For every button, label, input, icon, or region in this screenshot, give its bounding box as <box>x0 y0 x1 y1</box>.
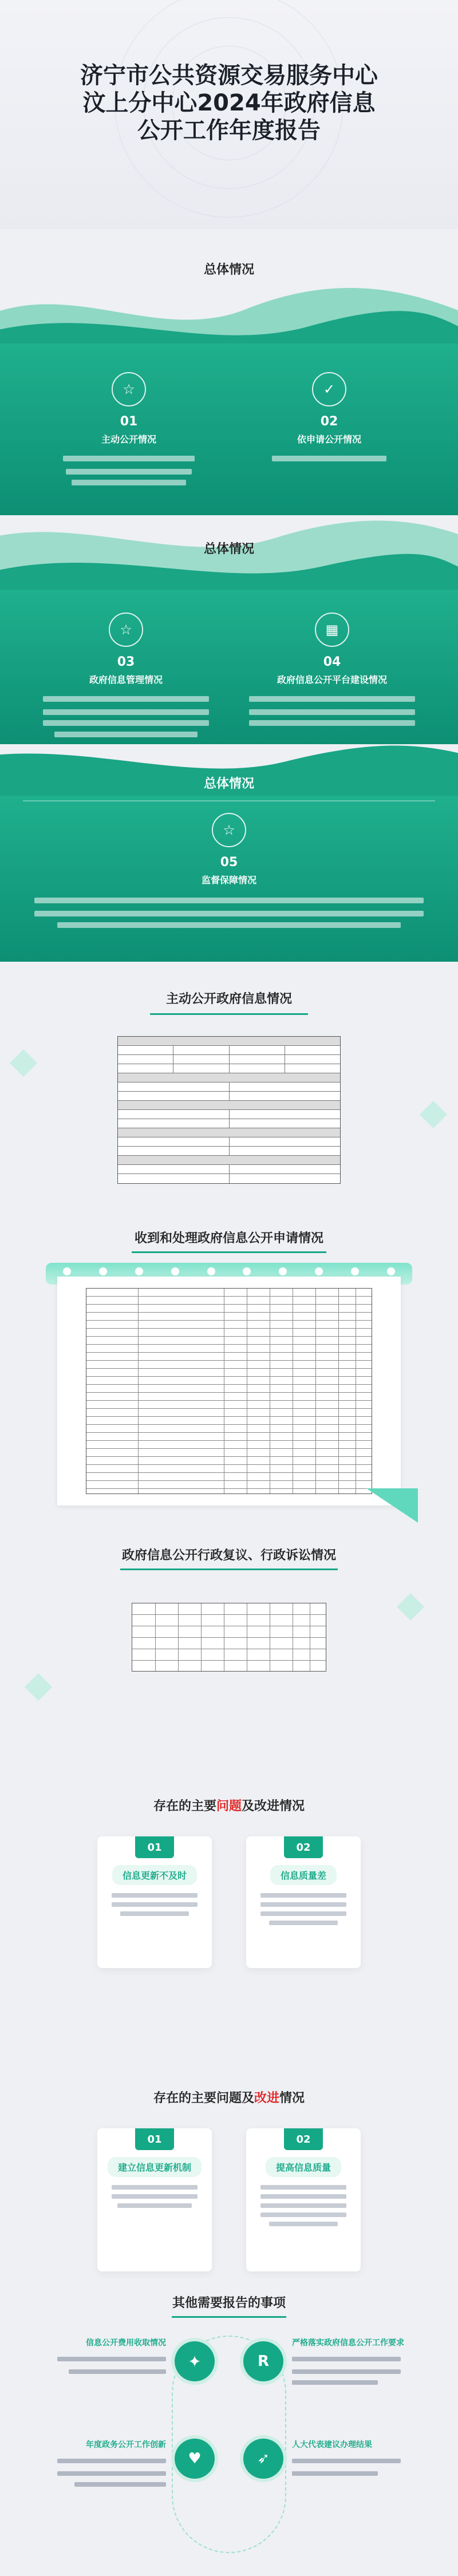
card-label: 监督保障情况 <box>201 875 256 886</box>
card-number: 04 <box>323 655 341 669</box>
improvements-section <box>0 2061 458 2324</box>
improvements-heading: 存在的主要问题及改进情况 <box>153 2091 305 2105</box>
active-disclosure-heading: 主动公开政府信息情况 <box>165 992 292 1006</box>
hand-heart-icon: ♥ <box>175 2439 215 2479</box>
card-label: 政府信息公开平台建设情况 <box>277 674 387 685</box>
other-item-3 <box>52 2439 166 2487</box>
card-number: 05 <box>220 855 238 870</box>
r-badge-icon: R <box>243 2341 283 2381</box>
improvement-card-1 <box>97 2128 212 2271</box>
other-item-title: 人大代表建议办理结果 <box>292 2440 372 2449</box>
review-section <box>0 1534 458 1763</box>
card-label: 政府信息管理情况 <box>89 674 163 685</box>
requests-heading: 收到和处理政府信息公开申请情况 <box>134 1231 323 1246</box>
star-icon: ☆ <box>112 372 146 406</box>
improvement-card-2 <box>246 2128 361 2271</box>
other-item-1 <box>52 2337 166 2374</box>
other-item-title: 严格落实政府信息公开工作要求 <box>292 2338 404 2348</box>
overview-section-2 <box>0 515 458 756</box>
requests-section <box>0 1214 458 1534</box>
star-icon: ☆ <box>212 813 246 847</box>
problem-title: 信息更新不及时 <box>112 1865 197 1885</box>
overview-heading: 总体情况 <box>203 263 254 277</box>
card-label: 主动公开情况 <box>101 434 156 445</box>
problems-section <box>0 1763 458 2061</box>
hero-title-line-3: 公开工作年度报告 <box>137 117 321 144</box>
problem-card-1 <box>97 1836 212 1968</box>
review-heading: 政府信息公开行政复议、行政诉讼情况 <box>121 1548 336 1563</box>
hero-title-line-2: 汶上分中心2024年政府信息 <box>82 90 376 116</box>
overview-section-1 <box>0 229 458 527</box>
problem-card-2 <box>246 1836 361 1968</box>
problem-number: 02 <box>284 1836 323 1858</box>
other-item-title: 年度政务公开工作创新 <box>86 2440 166 2449</box>
lightbulb-icon: ✦ <box>175 2341 215 2381</box>
active-disclosure-table <box>117 1036 341 1184</box>
other-matters-heading: 其他需要报告的事项 <box>172 2296 286 2310</box>
hero-banner <box>0 0 458 229</box>
card-number: 03 <box>117 655 135 669</box>
improvement-number: 02 <box>284 2128 323 2150</box>
overview-heading: 总体情况 <box>203 777 254 791</box>
problem-title: 信息质量差 <box>270 1865 337 1885</box>
other-matters-section <box>0 2290 458 2576</box>
hero-title-line-1: 济宁市公共资源交易服务中心 <box>80 62 378 89</box>
review-table <box>132 1603 326 1672</box>
check-calendar-icon: ✓ <box>312 372 346 406</box>
overview-card-1 <box>57 372 200 485</box>
star-icon: ☆ <box>109 613 143 647</box>
other-item-2 <box>292 2337 406 2385</box>
problem-number: 01 <box>135 1836 174 1858</box>
improvements-heading-highlight: 改进 <box>254 2091 279 2105</box>
improvement-title: 建立信息更新机制 <box>108 2157 202 2177</box>
other-item-title: 信息公开费用收取情况 <box>86 2338 166 2348</box>
card-label: 依申请公开情况 <box>297 434 361 445</box>
overview-heading: 总体情况 <box>203 542 254 556</box>
overview-card-5 <box>34 813 424 928</box>
improvement-title: 提高信息质量 <box>266 2157 341 2177</box>
overview-section-3 <box>0 744 458 973</box>
overview-card-4 <box>246 613 418 726</box>
card-number: 02 <box>320 414 338 429</box>
requests-table <box>86 1288 372 1494</box>
problems-heading-highlight: 问题 <box>216 1799 242 1814</box>
rocket-icon: ➶ <box>243 2439 283 2479</box>
other-item-4 <box>292 2439 406 2476</box>
card-number: 01 <box>120 414 138 429</box>
calendar-icon: ▦ <box>315 613 349 647</box>
improvement-number: 01 <box>135 2128 174 2150</box>
problems-heading: 存在的主要问题及改进情况 <box>153 1799 305 1814</box>
overview-card-3 <box>40 613 212 737</box>
active-disclosure-section <box>0 973 458 1214</box>
overview-card-2 <box>258 372 401 463</box>
